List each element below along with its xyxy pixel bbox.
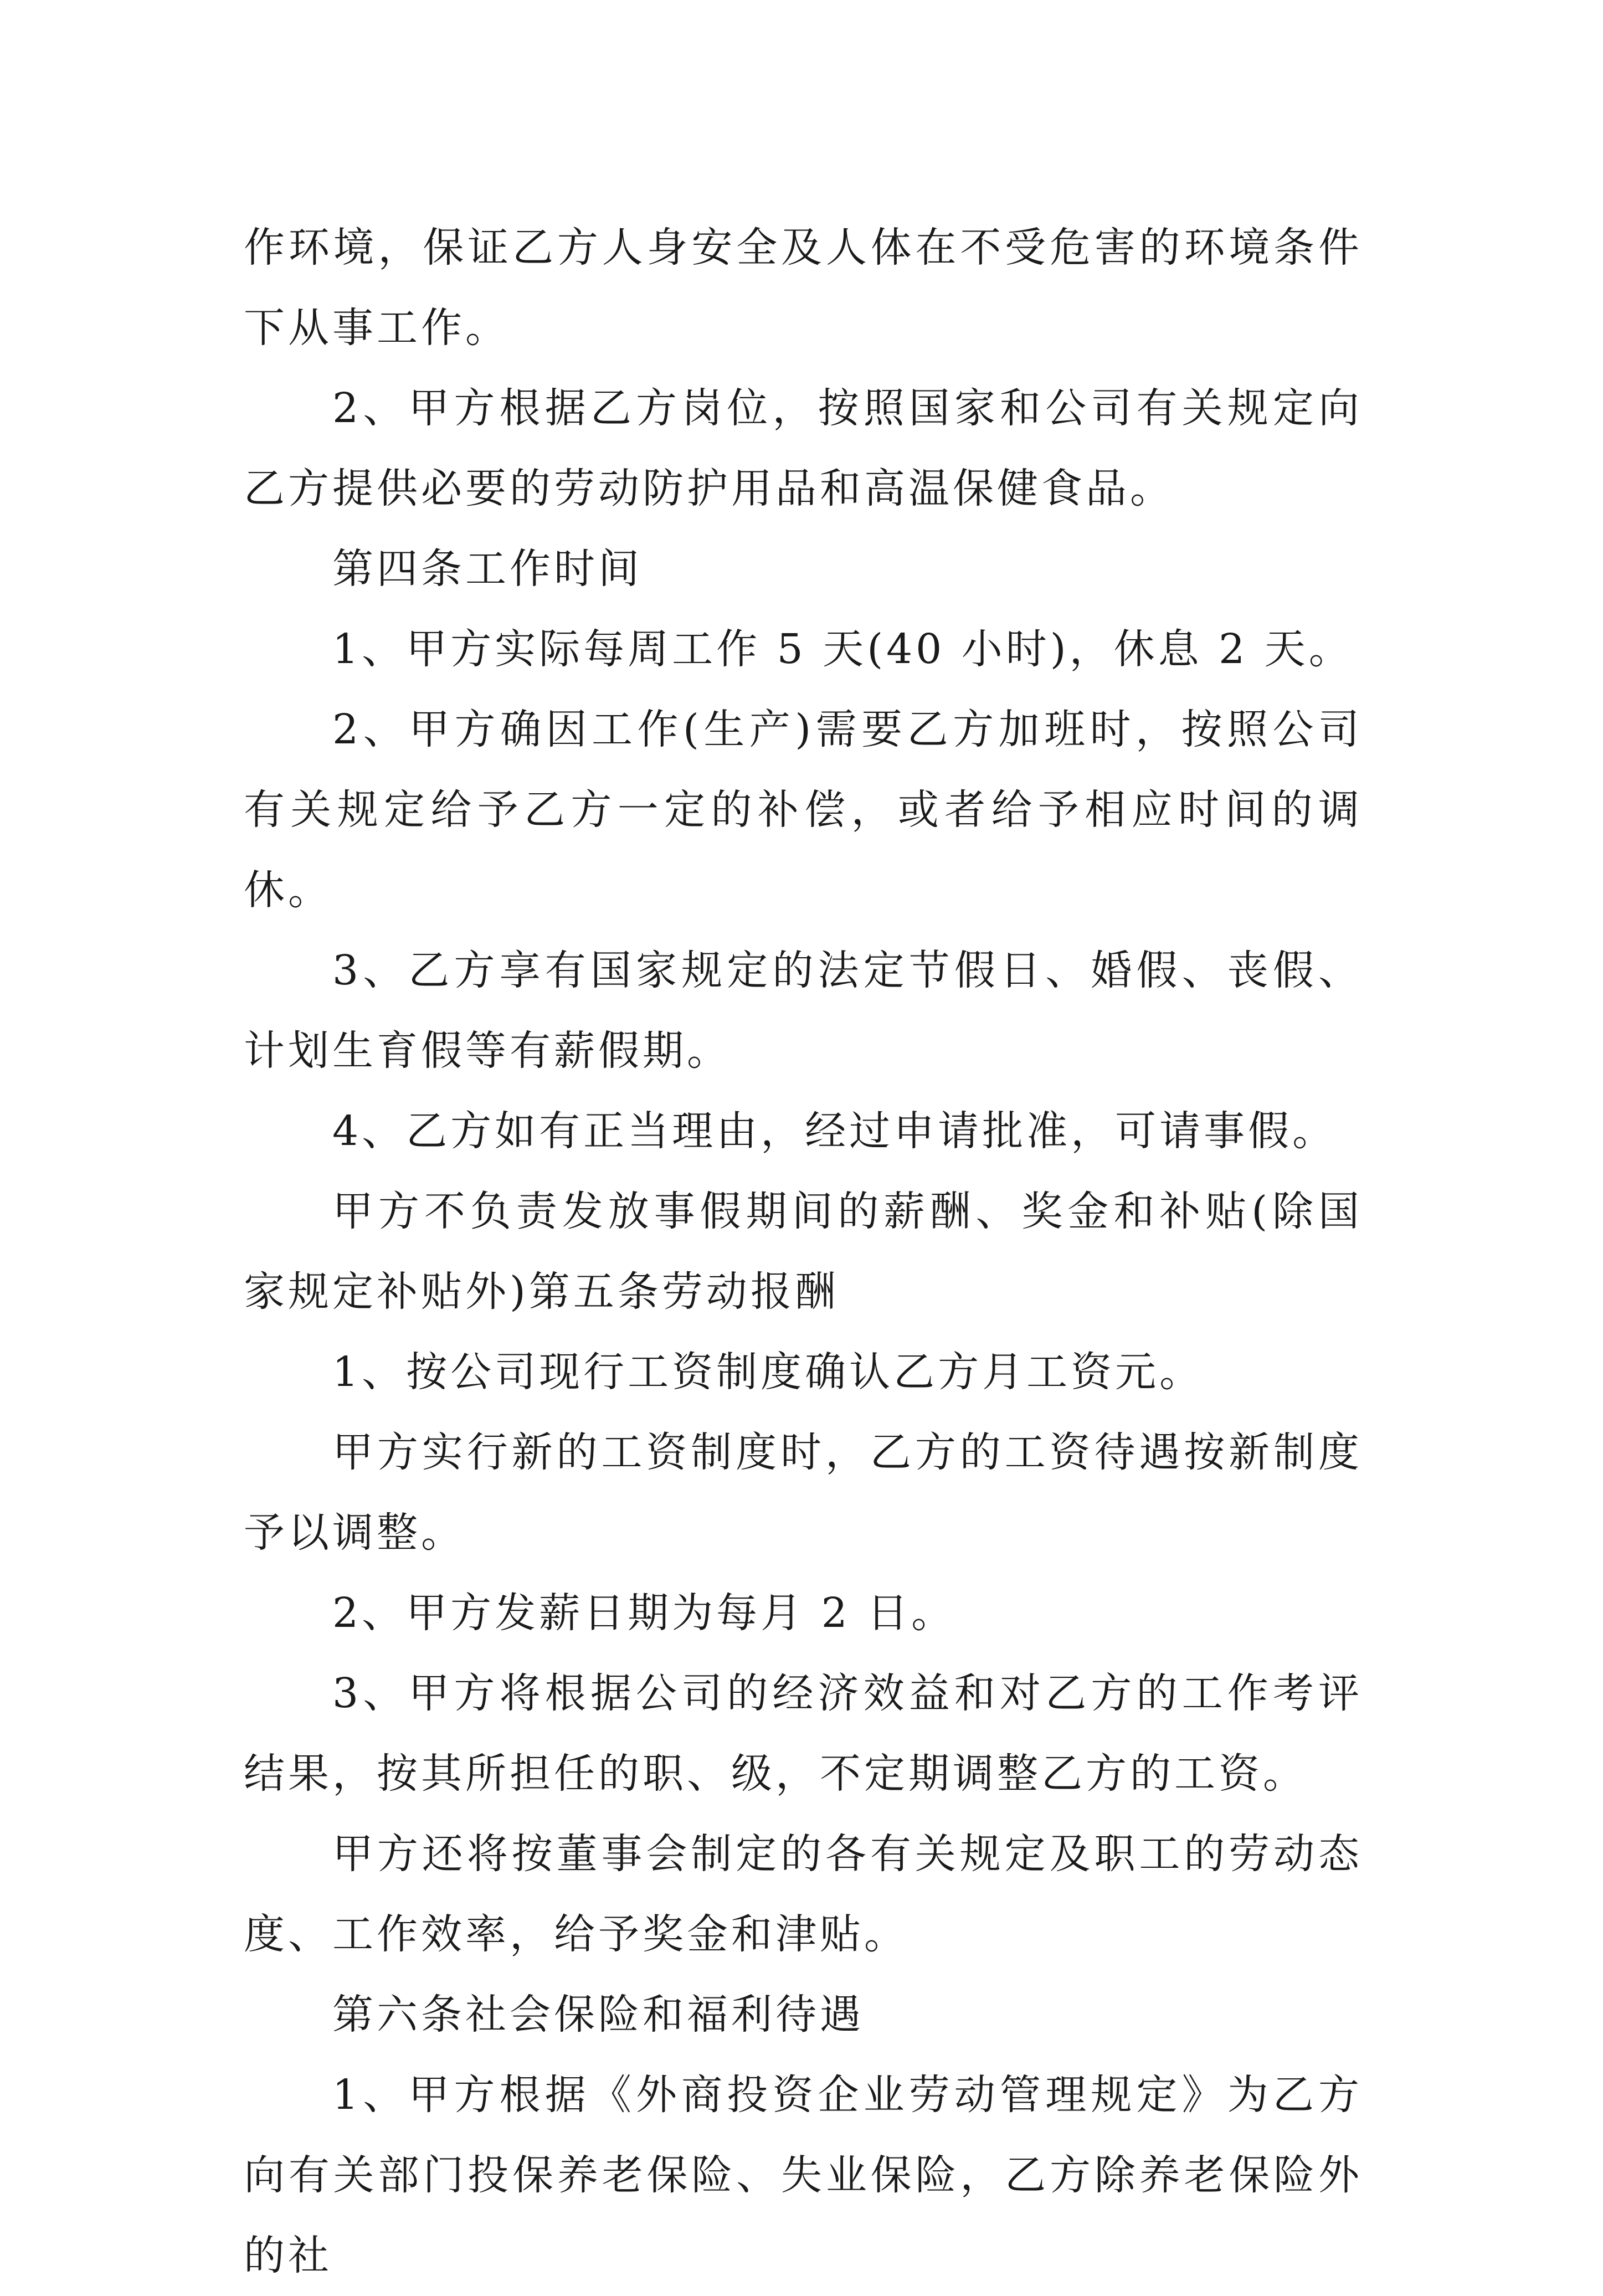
paragraph: 作环境，保证乙方人身安全及人体在不受危害的环境条件下从事工作。 bbox=[244, 224, 1363, 352]
paragraph: 1、按公司现行工资制度确认乙方月工资元。 bbox=[332, 1348, 1204, 1396]
paragraph: 1、甲方根据《外商投资企业劳动管理规定》为乙方向有关部门投保养老保险、失业保险，乙方除养老保险外的社 bbox=[244, 2071, 1363, 2279]
paragraph: 4、乙方如有正当理由，经过申请批准，可请事假。 bbox=[332, 1107, 1337, 1155]
paragraph: 2、甲方根据乙方岗位，按照国家和公司有关规定向乙方提供必要的劳动防护用品和高温保健食品。 bbox=[244, 384, 1363, 512]
document-body bbox=[244, 208, 1363, 2296]
section-heading: 第四条工作时间 bbox=[332, 545, 643, 593]
paragraph: 2、甲方发薪日期为每月 2 日。 bbox=[332, 1589, 956, 1637]
paragraph: 2、甲方确因工作(生产)需要乙方加班时，按照公司有关规定给予乙方一定的补偿，或者给予相应时间的调休。 bbox=[244, 706, 1363, 914]
paragraph: 甲方还将按董事会制定的各有关规定及职工的劳动态度、工作效率，给予奖金和津贴。 bbox=[244, 1830, 1363, 1958]
paragraph: 甲方不负责发放事假期间的薪酬、奖金和补贴(除国家规定补贴外)第五条劳动报酬 bbox=[244, 1188, 1363, 1316]
paragraph: 3、乙方享有国家规定的法定节假日、婚假、丧假、计划生育假等有薪假期。 bbox=[244, 947, 1363, 1075]
paragraph: 3、甲方将根据公司的经济效益和对乙方的工作考评结果，按其所担任的职、级，不定期调整乙方的工资。 bbox=[244, 1670, 1363, 1797]
paragraph: 甲方实行新的工资制度时，乙方的工资待遇按新制度予以调整。 bbox=[244, 1429, 1363, 1557]
paragraph: 1、甲方实际每周工作 5 天(40 小时)，休息 2 天。 bbox=[332, 625, 1353, 673]
section-heading: 第六条社会保险和福利待遇 bbox=[332, 1991, 864, 2038]
